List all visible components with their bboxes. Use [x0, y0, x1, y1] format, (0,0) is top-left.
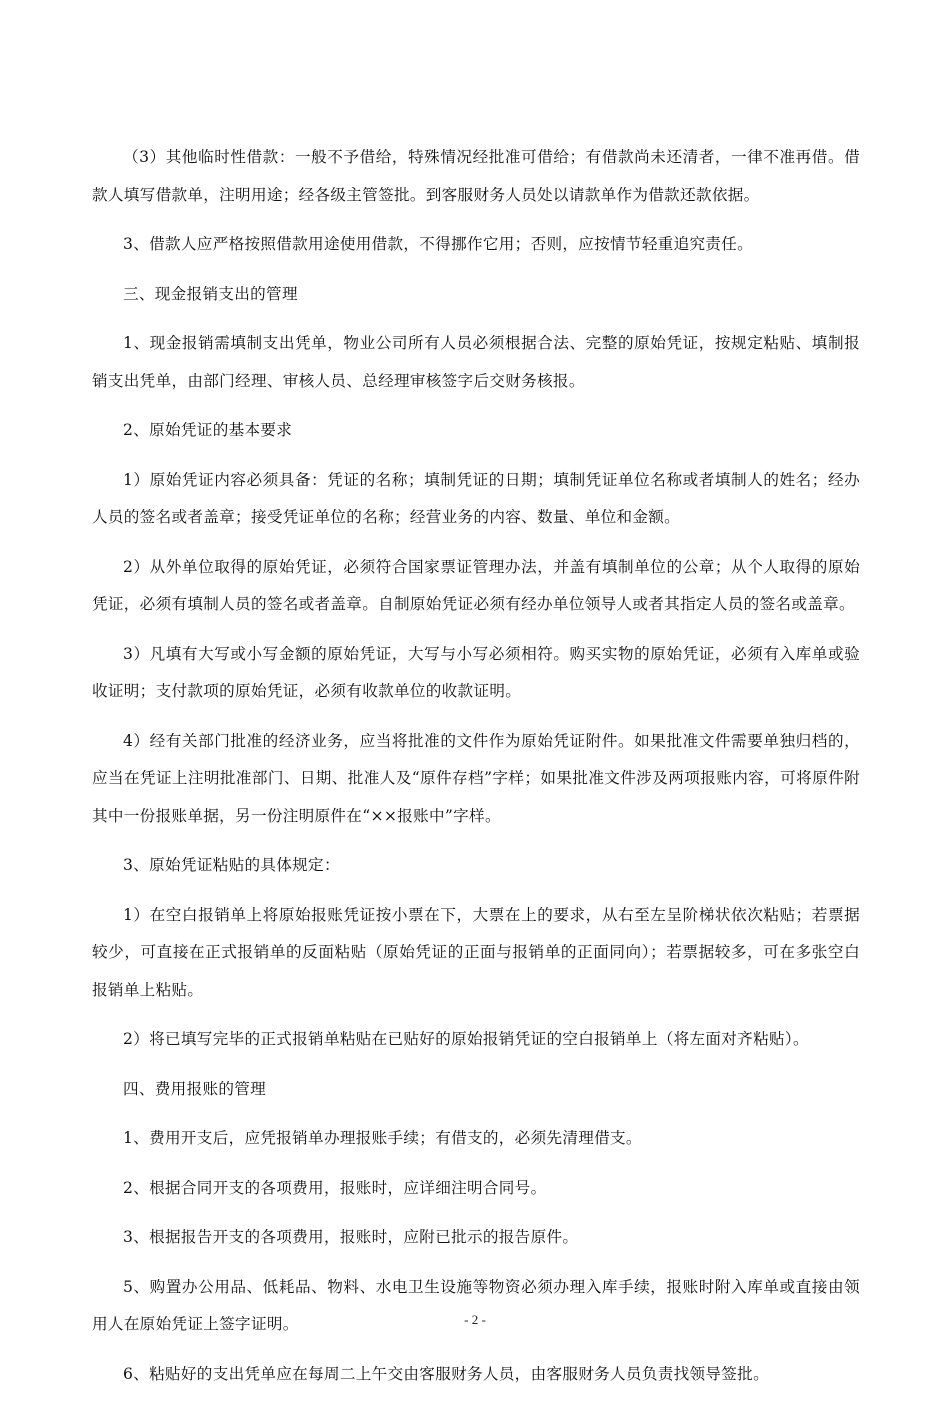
paragraph-report-expenses: 3、根据报告开支的各项费用，报账时，应附已批示的报告原件。 [123, 1228, 579, 1246]
document-body [92, 139, 860, 1405]
paragraph-expense-procedure: 1、费用开支后，应凭报销单办理报账手续；有借支的，必须先清理借支。 [123, 1129, 642, 1147]
paragraph-weekly-submission: 6、粘贴好的支出凭单应在每周二上午交由客服财务人员，由客服财务人员负责找领导签批。 [123, 1364, 769, 1383]
section-heading-expense-reimbursement: 四、费用报账的管理 [123, 1079, 267, 1098]
paragraph-voucher-content: 1）原始凭证内容必须具备：凭证的名称；填制凭证的日期；填制凭证单位名称或者填制人的姓名；经办人员的签名或者盖章；接受凭证单位的名称；经营业务的内容、数量、单位和金额。 [92, 470, 860, 526]
paragraph-temporary-loans: （3）其他临时性借款：一般不予借给，特殊情况经批准可借给；有借款尚未还清者，一律不准再借。借款人填写借款单，注明用途；经各级主管签批。到客服财务人员处以请款单作为借款还款依据。 [92, 148, 860, 204]
paragraph-expense-voucher: 1、现金报销需填制支出凭单，物业公司所有人员必须根据合法、完整的原始凭证，按规定粘贴、填制报销支出凭单，由部门经理、审核人员、总经理审核签字后交财务核报。 [92, 334, 860, 390]
section-heading-cash-reimbursement: 三、现金报销支出的管理 [123, 284, 298, 303]
paragraph-contract-expenses: 2、根据合同开支的各项费用，报账时，应详细注明合同号。 [123, 1178, 547, 1197]
page-number: - 2 - [464, 1312, 486, 1327]
subheading-voucher-requirements: 2、原始凭证的基本要求 [123, 421, 293, 439]
paragraph-amount-match: 3）凡填有大写或小写金额的原始凭证，大写与小写必须相符。购买实物的原始凭证，必须有入库单或验收证明；支付款项的原始凭证，必须有收款单位的收款证明。 [92, 644, 860, 700]
paragraph-pasting-method: 1）在空白报销单上将原始报账凭证按小票在下，大票在上的要求，从右至左呈阶梯状依次粘贴；若票据较少，可直接在正式报销单的反面粘贴（原始凭证的正面与报销单的正面同向）；若票据较多，可在多张空白报销单上粘贴。 [92, 905, 860, 999]
paragraph-external-vouchers: 2）从外单位取得的原始凭证，必须符合国家票证管理办法，并盖有填制单位的公章；从个人取得的原始凭证，必须有填制人员的签名或者盖章。自制原始凭证必须有经办单位领导人或者其指定人员的签名或盖章。 [92, 557, 860, 613]
paragraph-approval-documents: 4）经有关部门批准的经济业务，应当将批准的文件作为原始凭证附件。如果批准文件需要单独归档的，应当在凭证上注明批准部门、日期、批准人及“原件存档”字样；如果批准文件涉及两项报账内容，可将原件附其中一份报账单据，另一份注明原件在“××报账中”字样。 [92, 731, 860, 825]
paragraph-purchase-inventory: 5、购置办公用品、低耗品、物料、水电卫生设施等物资必须办理入库手续，报账时附入库单或直接由领用人在原始凭证上签字证明。 [92, 1277, 860, 1333]
subheading-pasting-rules: 3、原始凭证粘贴的具体规定： [123, 856, 340, 874]
paragraph-loan-usage: 3、借款人应严格按照借款用途使用借款，不得挪作它用；否则，应按情节轻重追究责任。 [123, 235, 754, 253]
paragraph-pasting-alignment: 2）将已填写完毕的正式报销单粘贴在已贴好的原始报销凭证的空白报销单上（将左面对齐粘贴）。 [123, 1030, 809, 1048]
